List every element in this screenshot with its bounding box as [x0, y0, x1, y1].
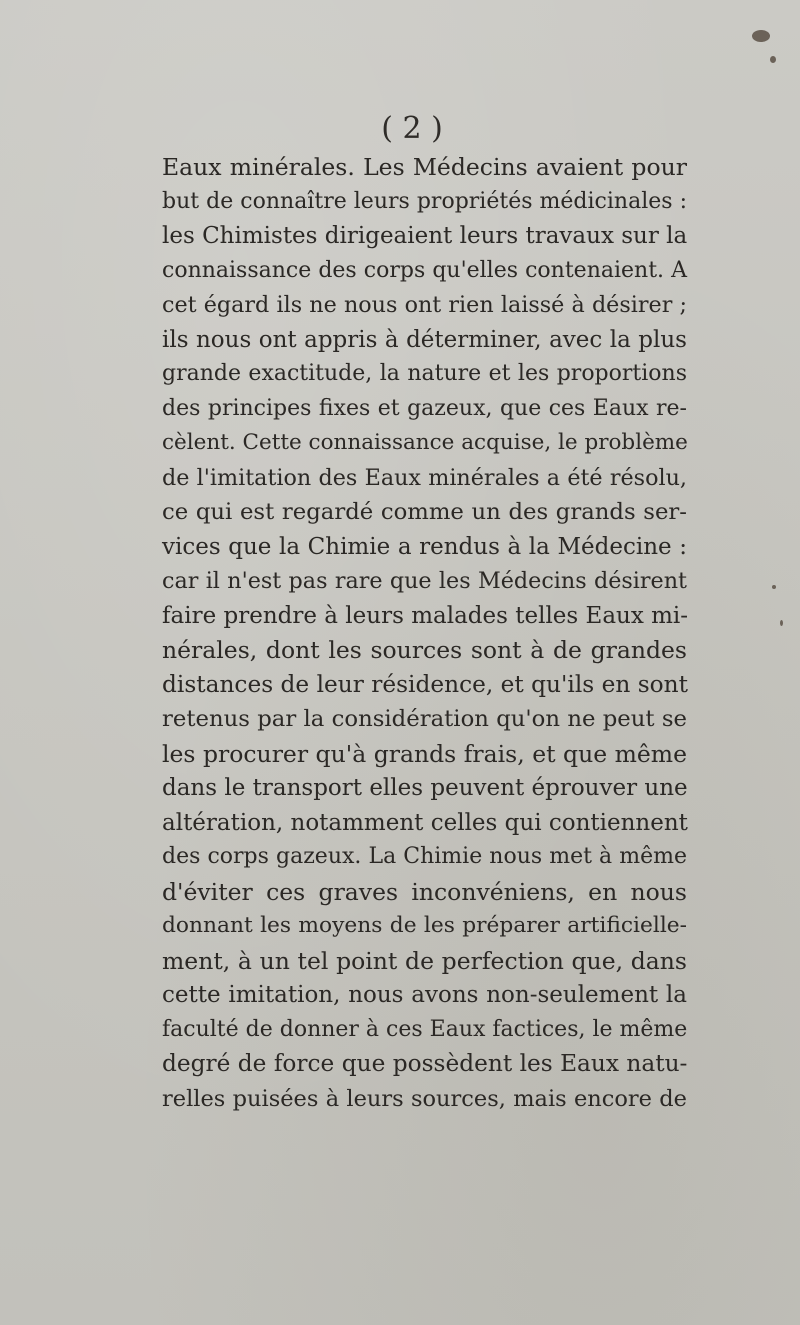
text-line: des corps gazeux. La Chimie nous met à même	[162, 844, 687, 869]
text-line: relles puisées à leurs sources, mais encore de	[162, 1085, 687, 1112]
text-line: d'éviter ces graves inconvéniens, en nous	[162, 877, 687, 906]
text-line: ce qui est regardé comme un des grands ser-	[162, 499, 687, 525]
body-text	[162, 150, 687, 1116]
text-line: ils nous ont appris à déterminer, avec la plus	[162, 326, 687, 353]
text-line: car il n'est pas rare que les Médecins désirent	[162, 568, 687, 594]
ink-speck	[770, 56, 776, 63]
text-line: grande exactitude, la nature et les proportions	[162, 361, 687, 386]
text-line: de l'imitation des Eaux minérales a été résolu,	[162, 464, 687, 491]
text-line: degré de force que possèdent les Eaux natu-	[162, 1050, 688, 1077]
text-line: cet égard ils ne nous ont rien laissé à désirer ;	[162, 292, 687, 318]
text-line: altération, notamment celles qui contiennent	[162, 809, 688, 836]
text-line: nérales, dont les sources sont à de grandes	[162, 636, 687, 664]
text-line: retenus par la considération qu'on ne peut se	[162, 706, 687, 732]
ink-speck	[752, 30, 770, 42]
text-line: faire prendre à leurs malades telles Eaux mi-	[162, 602, 689, 629]
ink-speck	[772, 585, 776, 589]
text-line: ment, à un tel point de perfection que, dans	[162, 946, 687, 975]
text-line: but de connaître leurs propriétés médicinales :	[162, 188, 687, 214]
text-line: faculté de donner à ces Eaux factices, le même	[162, 1016, 688, 1042]
ink-speck	[780, 620, 783, 626]
text-line: les procurer qu'à grands frais, et que même	[162, 739, 687, 768]
text-line: dans le transport elles peuvent éprouver une	[162, 775, 688, 801]
text-line: Eaux minérales. Les Médecins avaient pour	[162, 153, 687, 181]
text-line: distances de leur résidence, et qu'ils en sont	[162, 670, 688, 698]
text-line: cette imitation, nous avons non-seulement la	[162, 982, 687, 1008]
text-line: des principes fixes et gazeux, que ces Eaux re-	[162, 395, 687, 421]
page-number: ( 2 )	[381, 111, 443, 146]
text-line: cèlent. Cette connaissance acquise, le problème	[162, 430, 688, 455]
text-line: vices que la Chimie a rendus à la Médecine :	[162, 533, 687, 560]
text-line: les Chimistes dirigeaient leurs travaux sur la	[162, 223, 688, 249]
text-line: donnant les moyens de les préparer artificielle-	[162, 913, 687, 938]
text-line: connaissance des corps qu'elles contenaient. A	[162, 257, 687, 283]
